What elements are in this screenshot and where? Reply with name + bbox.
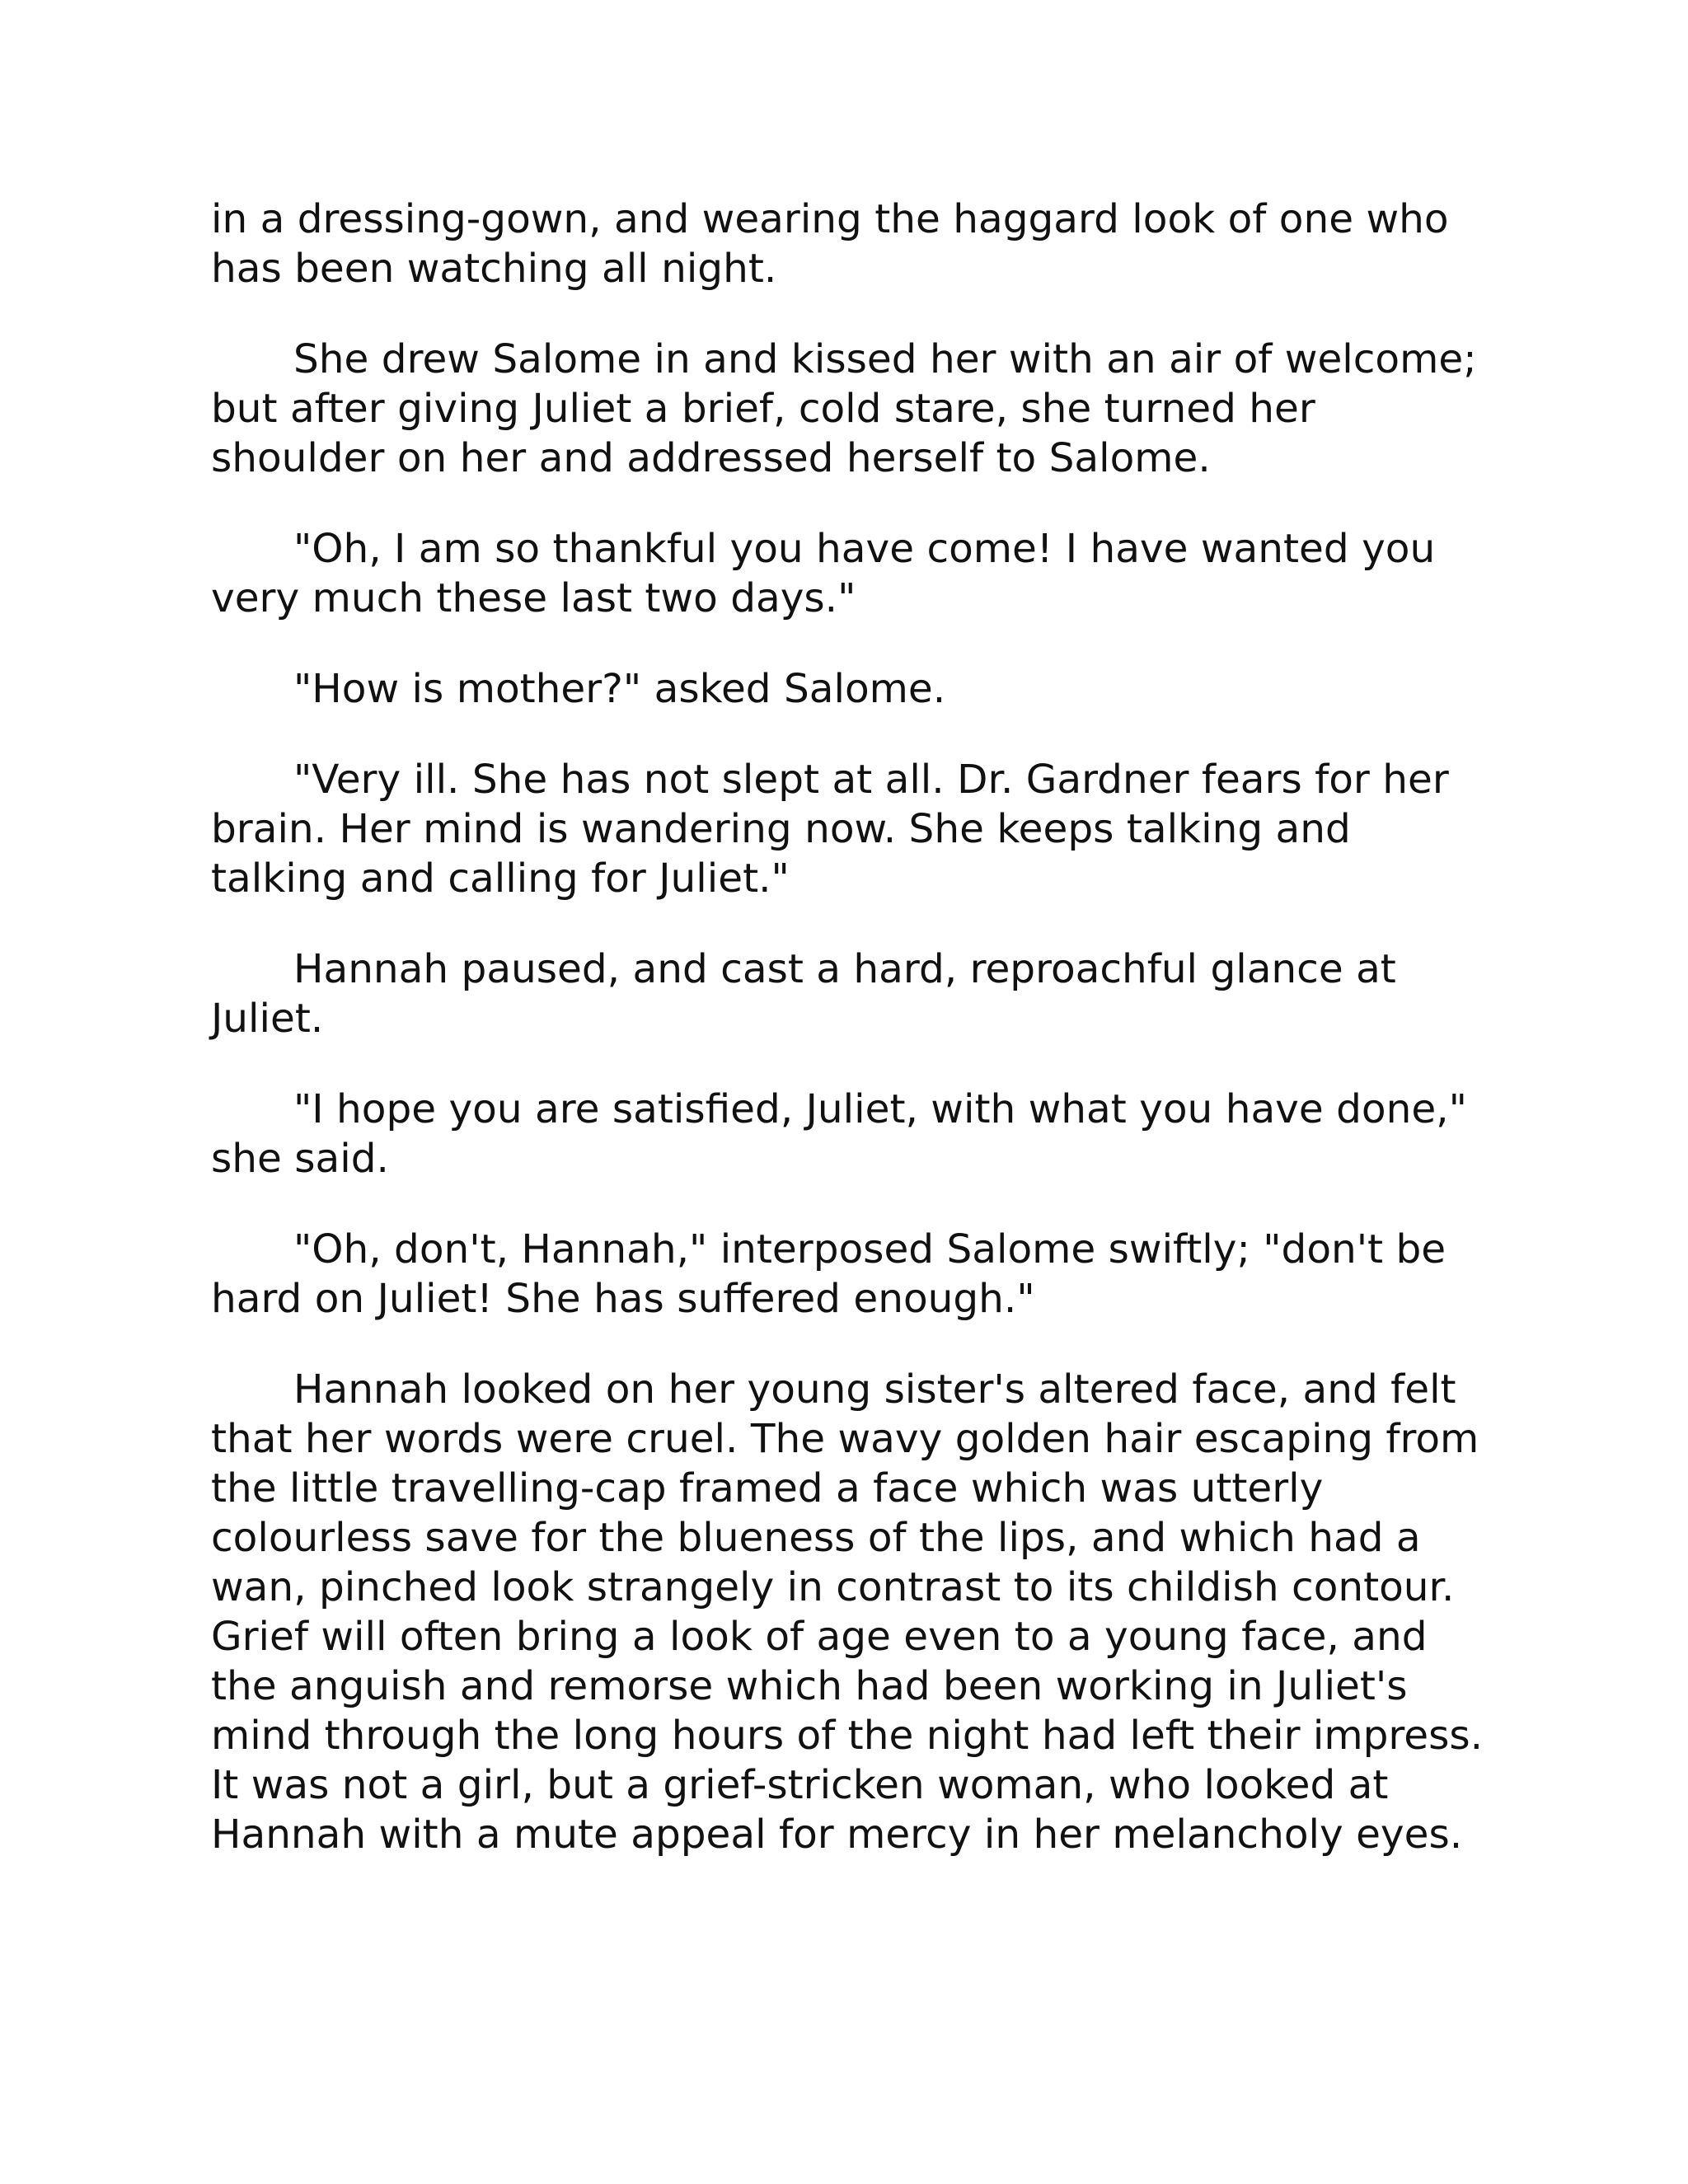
paragraph-9: Hannah looked on her young sister's altered face, and felt that her words were cruel. The wavy golden hair escaping from the little travelling-cap framed a face which was utterly colourless save for the blueness of the lips, and which had a wan, pinched look strangely in contrast to its childish contour. Grief will often bring a look of age even to a young face, and the anguish and remorse which had been working in Juliet's mind through the long hours of the night had left their impress. It was not a girl, but a grief-stricken woman, who looked at Hannah with a mute appeal for mercy in her melancholy eyes. [211, 1366, 1484, 1858]
paragraph-4: "How is mother?" asked Salome. [293, 666, 946, 712]
paragraph-7: "I hope you are satisfied, Juliet, with what you have done," she said. [211, 1086, 1467, 1182]
paragraph-5: "Very ill. She has not slept at all. Dr. Gardner fears for her brain. Her mind is wandering now. She keeps talking and talking and calling for Juliet." [211, 757, 1449, 902]
paragraph-2: She drew Salome in and kissed her with an air of welcome; but after giving Juliet a brief, cold stare, she turned her shoulder on her and addressed herself to Salome. [211, 336, 1477, 481]
paragraph-8: "Oh, don't, Hannah," interposed Salome swiftly; "don't be hard on Juliet! She has suffered enough." [211, 1226, 1447, 1322]
paragraph-6: Hannah paused, and cast a hard, reproachful glance at Juliet. [211, 946, 1396, 1042]
paragraph-3: "Oh, I am so thankful you have come! I have wanted you very much these last two days." [211, 526, 1436, 621]
paragraph-1: in a dressing-gown, and wearing the haggard look of one who has been watching all night. [211, 196, 1449, 292]
page-body [211, 194, 1497, 1900]
